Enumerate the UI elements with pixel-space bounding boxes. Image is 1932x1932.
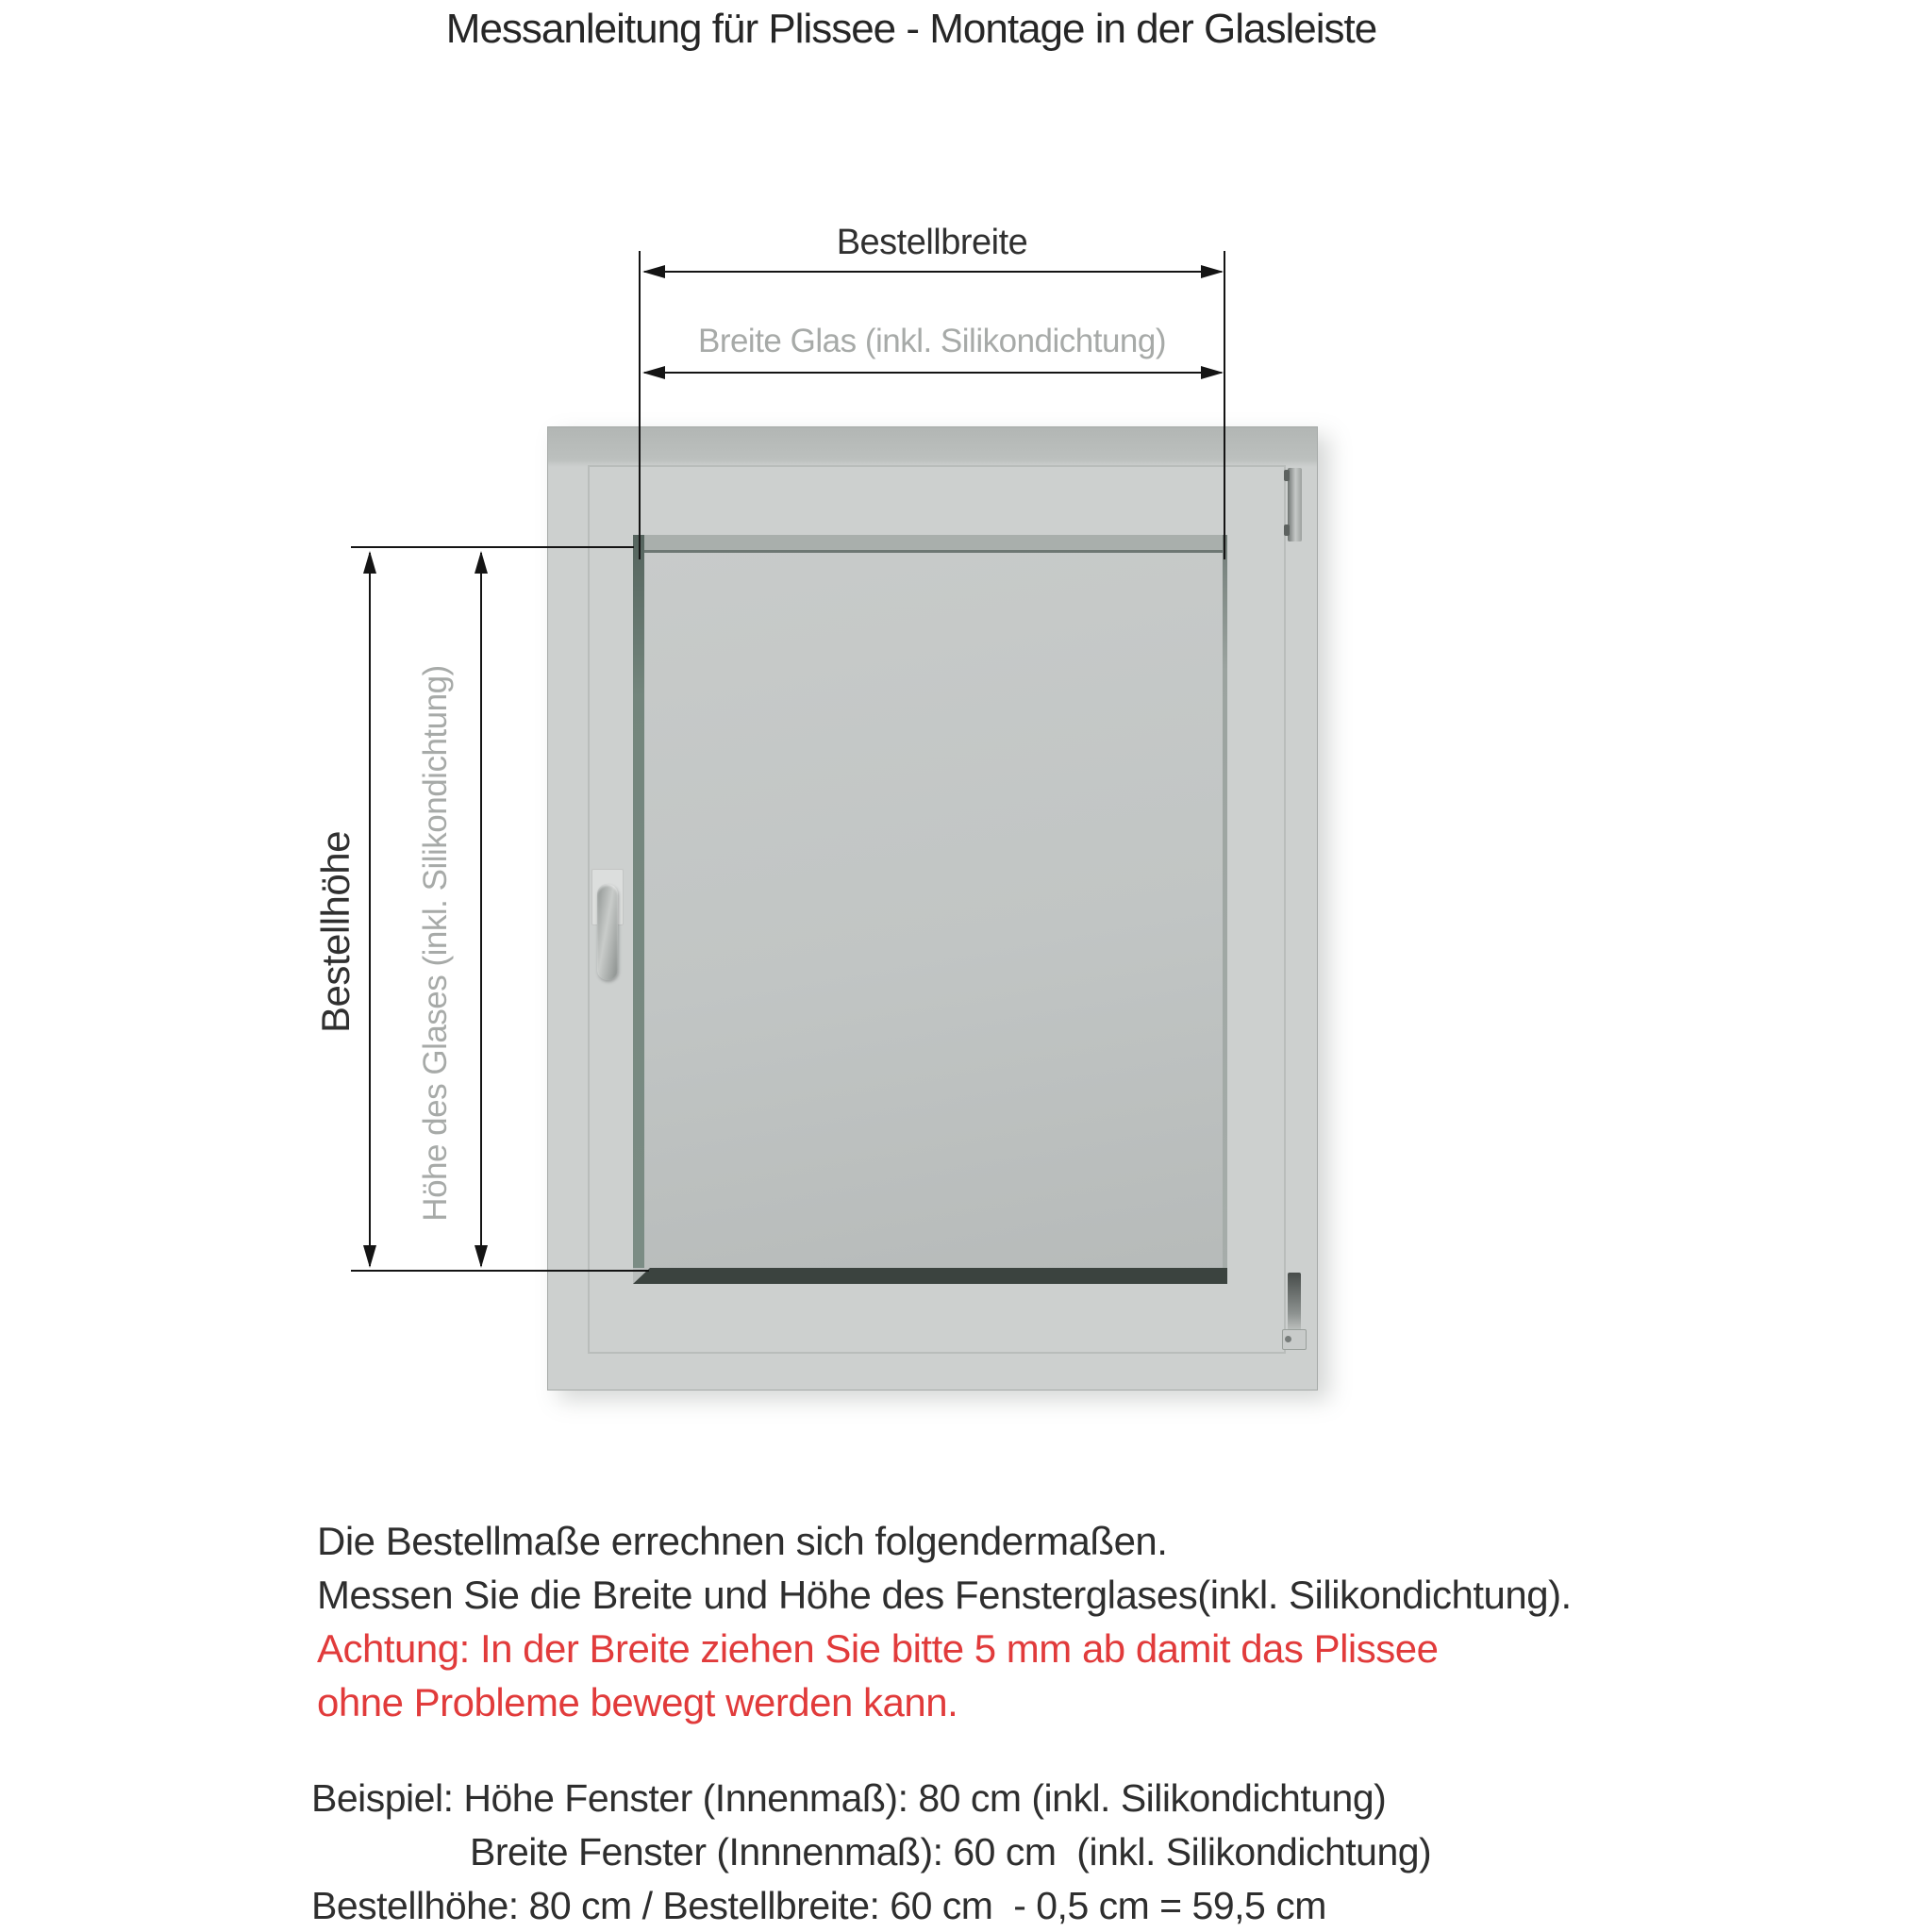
arrowhead-up-icon (363, 551, 376, 574)
arrowhead-left-icon (642, 265, 665, 278)
label-breite-glas: Breite Glas (inkl. Silikondichtung) (697, 323, 1167, 359)
hinge-bottom (1288, 1273, 1301, 1331)
hinge-bottom-foot (1282, 1329, 1307, 1350)
hinge-pin-icon (1284, 470, 1290, 481)
warning-line: Achtung: In der Breite ziehen Sie bitte 5 mm ab damit das Plissee (317, 1626, 1439, 1671)
hinge-pin-icon (1284, 525, 1290, 536)
window-glass (633, 535, 1227, 1284)
dimension-arrow-bestellbreite (644, 271, 1222, 273)
label-hoehe-des-glases: Höhe des Glases (inkl. Silikondichtung) (417, 665, 454, 1222)
extension-line-right (1224, 251, 1225, 559)
glass-top-bead (633, 535, 1227, 553)
extension-line-left (639, 251, 641, 559)
example-block (311, 1772, 1431, 1932)
page-title: Messanleitung für Plissee - Montage in der Glasleiste (445, 6, 1377, 52)
window-handle-lever (597, 884, 618, 980)
arrowhead-down-icon (475, 1245, 488, 1268)
instruction-line: Messen Sie die Breite und Höhe des Fensterglases(inkl. Silikondichtung). (317, 1573, 1572, 1617)
arrowhead-down-icon (363, 1245, 376, 1268)
example-line: Bestellhöhe: 80 cm / Bestellbreite: 60 cm - 0,5 cm = 59,5 cm (311, 1884, 1326, 1927)
window-frame (547, 426, 1318, 1391)
dimension-arrow-bestellhoehe (369, 553, 371, 1266)
glass-bottom-bevel (633, 1268, 1227, 1284)
tick-line-top (351, 546, 634, 548)
dimension-arrow-breite-glas (644, 372, 1222, 374)
tick-line-bottom (351, 1270, 649, 1272)
instructions-block (317, 1514, 1572, 1729)
arrowhead-left-icon (642, 366, 665, 379)
label-bestellbreite: Bestellbreite (836, 223, 1028, 262)
arrowhead-right-icon (1201, 265, 1224, 278)
hinge-top (1288, 468, 1302, 541)
arrowhead-up-icon (475, 551, 488, 574)
label-bestellhoehe: Bestellhöhe (313, 831, 358, 1033)
hinge-screw-icon (1285, 1336, 1291, 1342)
arrowhead-right-icon (1201, 366, 1224, 379)
example-line: Beispiel: Höhe Fenster (Innenmaß): 80 cm (inkl. Silikondichtung) (311, 1776, 1387, 1820)
warning-line: ohne Probleme bewegt werden kann. (317, 1680, 958, 1724)
example-line: Breite Fenster (Innnenmaß): 60 cm (inkl. Silikondichtung) (470, 1830, 1432, 1874)
glass-left-edge-seal (633, 535, 644, 1268)
instruction-line: Die Bestellmaße errechnen sich folgendermaßen. (317, 1519, 1168, 1563)
glass-right-edge (1223, 535, 1227, 1284)
dimension-arrow-glass-height (480, 553, 482, 1266)
